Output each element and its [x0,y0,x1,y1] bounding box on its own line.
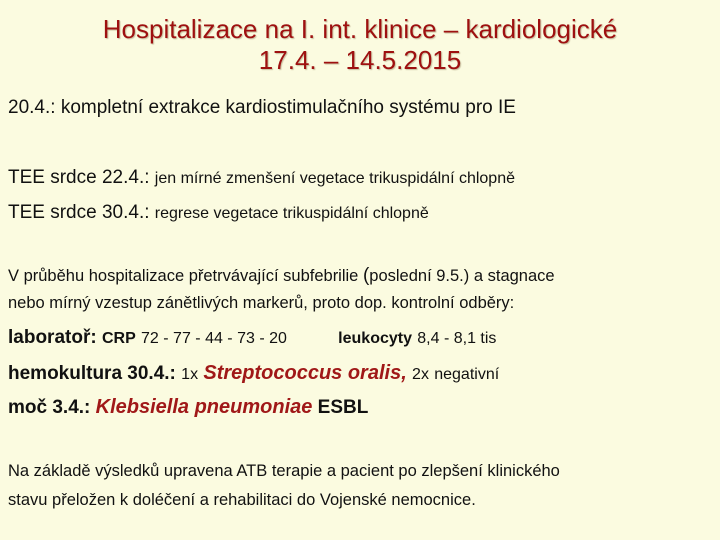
tee-1-label: TEE srdce 22.4.: [8,167,150,188]
urine-label: moč 3.4.: [8,397,91,418]
title-line-1: Hospitalizace na I. int. klinice – kardiologické [102,14,618,44]
fever-line-1 [8,265,555,287]
lab-label: laboratoř: [8,327,97,348]
hemoculture-count-1: 1x [181,366,199,383]
hemoculture-count-2: 2x [412,366,429,383]
tee-2-label: TEE srdce 30.4.: [8,202,150,223]
tee-2-text: regrese vegetace trikuspidální chlopně [154,205,429,222]
urine-organism: Klebsiella pneumoniae [95,396,313,418]
crp-label: CRP [101,330,136,347]
urine-suffix: ESBL [317,397,369,418]
urine-line [8,396,368,419]
hemoculture-organism: Streptococcus oralis, [203,362,407,384]
leukocytes-values: 8,4 - 8,1 tis [417,330,497,347]
conclusion-line-2: stavu přeložen k doléčení a rehabilitaci do Vojenské nemocnice. [8,491,476,509]
fever-text-a: V průběhu hospitalizace přetrvávající subfebrilie [8,267,363,285]
lab-line [8,327,496,349]
fever-line-2: nebo mírný vzestup zánětlivých markerů, proto dop. kontrolní odběry: [8,294,515,312]
fever-paren: ( [362,265,370,286]
tee-1-text: jen mírné zmenšení vegetace trikuspidální chlopně [154,170,515,187]
slide-title [0,14,720,76]
fever-text-b: poslední 9.5.) a stagnace [369,267,555,285]
hemoculture-result: negativní [434,366,500,383]
tee-line-2 [8,202,429,224]
tee-line-1 [8,167,515,189]
crp-values: 72 - 77 - 44 - 73 - 20 [141,330,287,347]
title-line-2: 17.4. – 14.5.2015 [258,45,462,75]
hemoculture-label: hemokultura 30.4.: [8,363,176,384]
hemoculture-line [8,362,499,385]
conclusion-line-1: Na základě výsledků upravena ATB terapie a pacient po zlepšení klinického [8,462,560,480]
leukocytes-label: leukocyty [338,330,412,347]
extraction-line: 20.4.: kompletní extrakce kardiostimulačního systému pro IE [8,97,516,118]
